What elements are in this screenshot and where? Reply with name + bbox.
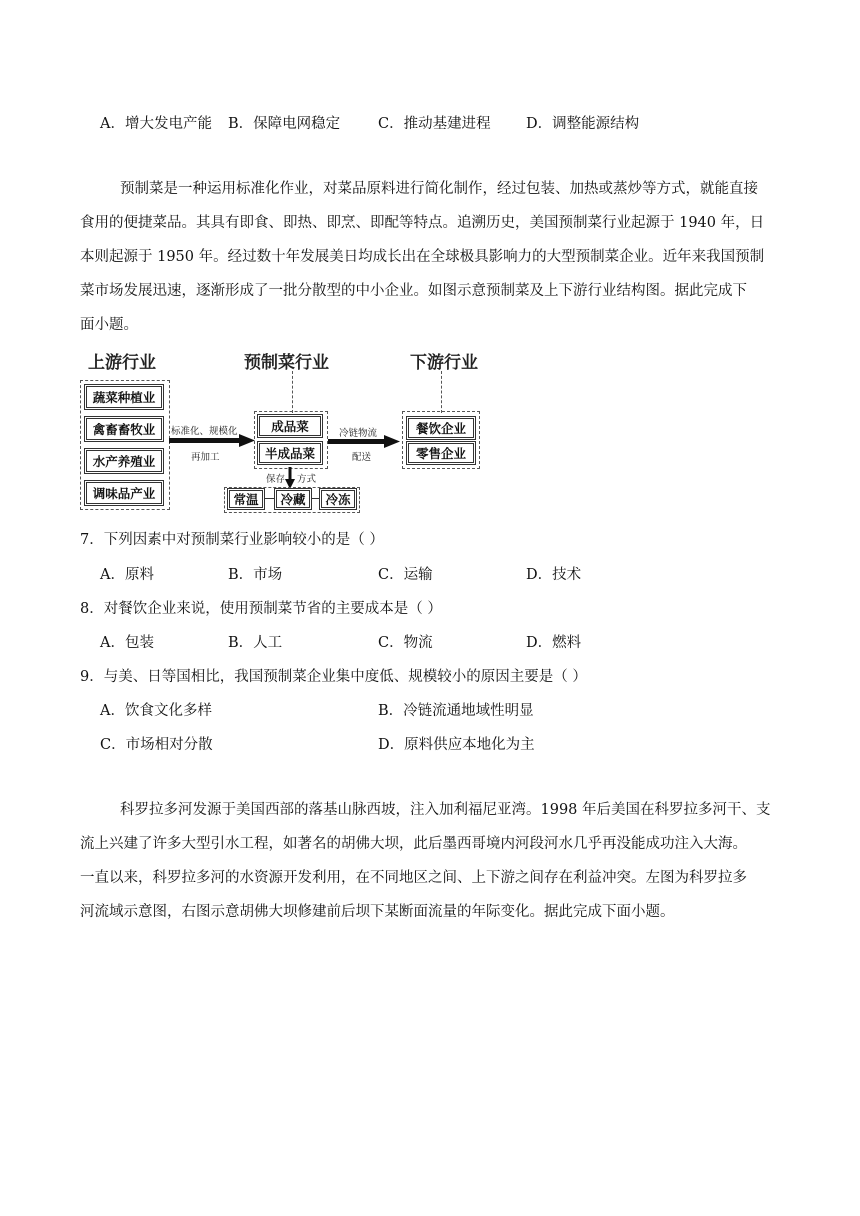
arrow1-label-top: 标准化、规模化 xyxy=(171,426,238,437)
industry-structure-diagram xyxy=(80,348,490,513)
arrow-right-icon xyxy=(169,434,255,448)
arrow2-label-top: 冷链物流 xyxy=(339,428,378,439)
upstream-item: 禽畜畜牧业 xyxy=(86,418,162,440)
downstream-title: 下游行业 xyxy=(410,353,478,373)
passage-line: 一直以来，科罗拉多河的水资源开发利用，在不同地区之间、上下游之间存在利益冲突。左图为科罗拉多 xyxy=(80,870,747,886)
q6-option-d: D．调整能源结构 xyxy=(526,116,640,132)
q7-option-b: B．市场 xyxy=(228,567,283,583)
passage-line: 菜市场发展迅速，逐渐形成了一批分散型的中小企业。如图示意预制菜及上下游行业结构图。据此完成下 xyxy=(80,283,747,299)
passage-prepared-food xyxy=(80,172,782,342)
upstream-item: 调味品产业 xyxy=(86,482,162,504)
middle-item: 半成品菜 xyxy=(259,443,321,463)
q8-option-b: B．人工 xyxy=(228,635,283,651)
passage-line: 河流域示意图，右图示意胡佛大坝修建前后坝下某断面流量的年际变化。据此完成下面小题。 xyxy=(80,904,675,920)
q9-option-c: C．市场相对分散 xyxy=(100,737,213,753)
passage-line: 面小题。 xyxy=(80,317,138,333)
q6-option-b: B．保障电网稳定 xyxy=(228,116,341,132)
storage-connector xyxy=(311,498,319,499)
arrow1-label-bottom: 再加工 xyxy=(191,452,220,463)
storage-connector xyxy=(264,498,274,499)
question-8-stem: 8．对餐饮企业来说，使用预制菜节省的主要成本是（ ） xyxy=(80,601,442,617)
storage-label-right: 方式 xyxy=(297,474,317,485)
q9-option-b: B．冷链流通地域性明显 xyxy=(378,703,534,719)
q7-option-d: D．技术 xyxy=(526,567,582,583)
q6-option-c: C．推动基建进程 xyxy=(378,116,491,132)
passage-line: 预制菜是一种运用标准化作业，对菜品原料进行简化制作，经过包装、加热或蒸炒等方式，就能直接 xyxy=(120,181,758,197)
passage-line: 食用的便捷菜品。其具有即食、即热、即烹、即配等特点。追溯历史，美国预制菜行业起源于 1940 年，日 xyxy=(80,215,765,231)
passage-line: 流上兴建了许多大型引水工程，如著名的胡佛大坝，此后墨西哥境内河段河水几乎再没能成功注入大海。 xyxy=(80,836,747,852)
upstream-title: 上游行业 xyxy=(88,353,156,373)
q8-option-c: C．物流 xyxy=(378,635,433,651)
passage-line: 本则起源于 1950 年。经过数十年发展美日均成长出在全球极具影响力的大型预制菜企业。近年来我国预制 xyxy=(80,249,765,265)
q7-option-c: C．运输 xyxy=(378,567,433,583)
downstream-item: 餐饮企业 xyxy=(408,418,474,438)
storage-item: 常温 xyxy=(229,490,263,508)
connector-line xyxy=(441,371,442,413)
storage-item: 冷藏 xyxy=(276,490,310,508)
connector-line xyxy=(292,371,293,413)
middle-item: 成品菜 xyxy=(259,416,321,436)
q8-option-d: D．燃料 xyxy=(526,635,582,651)
middle-title: 预制菜行业 xyxy=(244,353,329,373)
q9-option-a: A．饮食文化多样 xyxy=(100,703,212,719)
q7-option-a: A．原料 xyxy=(100,567,154,583)
downstream-item: 零售企业 xyxy=(408,443,474,463)
upstream-item: 蔬菜种植业 xyxy=(86,386,162,408)
upstream-item: 水产养殖业 xyxy=(86,450,162,472)
passage-line: 科罗拉多河发源于美国西部的落基山脉西坡，注入加利福尼亚湾。1998 年后美国在科罗拉多河干、支 xyxy=(120,802,771,818)
question-9-stem: 9．与美、日等国相比，我国预制菜企业集中度低、规模较小的原因主要是（ ） xyxy=(80,669,587,685)
arrow-down-icon xyxy=(285,467,295,489)
q9-option-d: D．原料供应本地化为主 xyxy=(378,737,535,753)
storage-label-left: 保存 xyxy=(266,474,286,485)
passage-colorado-river xyxy=(80,793,782,929)
arrow-right-icon xyxy=(328,435,400,449)
q8-option-a: A．包装 xyxy=(100,635,154,651)
question-7-stem: 7．下列因素中对预制菜行业影响较小的是（ ） xyxy=(80,532,384,548)
arrow2-label-bottom: 配送 xyxy=(352,452,372,463)
storage-item: 冷冻 xyxy=(321,490,355,508)
q6-option-a: A．增大发电产能 xyxy=(100,116,212,132)
